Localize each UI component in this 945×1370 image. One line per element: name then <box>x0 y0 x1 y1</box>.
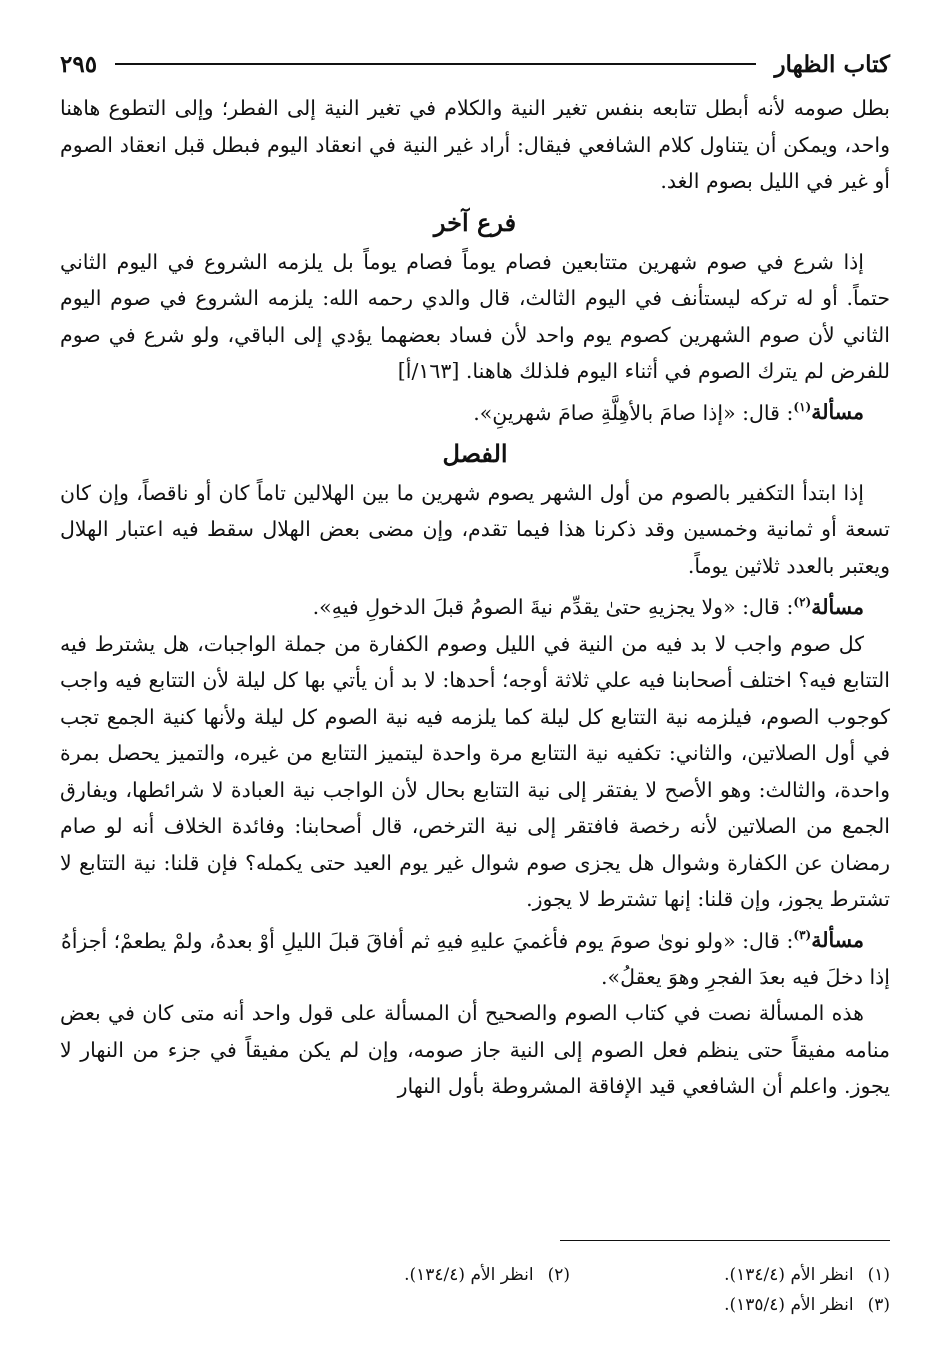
issue-label: مسألة$^{(١)}$ <box>793 400 864 425</box>
section-heading-fasl: الفصل <box>442 438 508 468</box>
footnote-number: (٢) <box>547 1265 570 1285</box>
footnote-rule <box>560 1240 890 1241</box>
issue-1 <box>60 390 890 431</box>
footnote-text: انظر الأم (١٣٥/٤). <box>724 1295 854 1315</box>
paragraph-1: بطل صومه لأنه أبطل تتابعه بنفس تغير النية والكلام في تغير النية إلى الفطر؛ وإلى التطوع هاهنا واحد، ويمكن أن يتناول كلام الشافعي فيقال: أراد غير النية في انعقاد اليوم فبطل قبل انعقاد الصوم أو غير في الليل بصوم الغد. <box>60 96 890 193</box>
footnote-number: (٣) <box>867 1295 890 1315</box>
issue-label: مسألة$^{(٣)}$ <box>793 928 864 953</box>
footnote-ref-2: (٢) <box>793 595 812 610</box>
footnote-1 <box>570 1260 890 1290</box>
footnote-3 <box>570 1290 890 1320</box>
paragraph-4: كل صوم واجب لا بد فيه من النية في الليل وصوم الكفارة من جملة الواجبات، هل يشترط فيه التتابع فيه؟ اختلف أصحابنا فيه علي ثلاثة أوجه؛ أحدها: لا بد أن يأتي بها كل ليلة لأن التتابع فيه واجب كوجوب الصوم، فيلزمه نية التتابع كل ليلة كما يلزمه فيه نية الصوم كل ليلة ولأنها كنية الجمع تجب في أول الصلاتين، والثاني: تكفيه نية التتابع مرة واحدة ليتميز التتابع من غيره، والتميز يحصل بمرة واحدة، والثالث: وهو الأصح لا يفتقر إلى نية التتابع بحال لأن الواجب نية العبادة لا شرائطها، ويفارق الجمع من الصلاتين لأنه رخصة فافتقر إلى نية الترخص، قال أصحابنا: وفائدة الخلاف أنه لو صام رمضان عن الكفارة وشوال هل يجزى صوم شوال غير يوم العيد حتى يكمله؟ فإن قلنا: نية التتابع لا تشترط يجوز، وإن قلنا: إنها تشترط لا يجوز. <box>60 631 890 912</box>
issue-text: : قال: «ولا يجزيهِ حتىٰ يقدِّم نيةَ الصومُ قبلَ الدخولِ فيهِ». <box>312 595 794 620</box>
page-header <box>60 44 890 84</box>
issue-label: مسألة$^{(٢)}$ <box>793 595 864 620</box>
section-heading-far-akhar: فرع آخر <box>433 207 517 237</box>
issue-text: : قال: «ولو نوىٰ صومَ يوم فأغميَ عليهِ فيهِ ثم أفاقَ قبلَ الليلِ أوْ بعدهُ، ولمْ يطعمْ؛ أجزأهُ إذا دخلَ فيه بعدَ الفجرِ وهوَ يعقلُ». <box>60 928 890 989</box>
paragraph-3: إذا ابتدأ التكفير بالصوم من أول الشهر يصوم شهرين ما بين الهلالين تاماً كان أو ناقصاً، وإن كان تسعة أو ثمانية وخمسين وقد ذكرنا هذا فيما تقدم، وإن مضى بعض الهلال سقط فيه اعتبار الهلال ويعتبر بالعدد ثلاثين يوماً. <box>60 480 890 578</box>
footnote-text: انظر الأم (١٣٤/٤). <box>404 1265 534 1285</box>
paragraph-2: إذا شرع في صوم شهرين متتابعين فصام يوماً فصام يوماً بل يلزمه الشروع في اليوم الثاني حتماً. أو له تركه ليستأنف في اليوم الثالث، قال والدي رحمه الله: يلزمه الشروع في صوم اليوم الثاني لأن صوم الشهرين كصوم يوم واحد لأن فساد بعضهما يؤدي إلى الباقي، ولو شرع في صوم للفرض لم يترك الصوم في أثناء اليوم فلذلك هاهنا. [١٦٣/أ] <box>60 249 890 383</box>
body-text <box>60 90 890 1105</box>
paragraph-5: هذه المسألة نصت في كتاب الصوم والصحيح أن المسألة على قول واحد أنه متى كان في بعض منامه مفيقاً حتى ينظم فعل الصوم إلى النية جاز صومه، وإن لم يكن مفيقاً في جزء من النهار لا يجوز. واعلم أن الشافعي قيد الإفاقة المشروطة بأول النهار <box>60 1001 890 1099</box>
issue-2 <box>60 584 890 625</box>
footnote-number: (١) <box>867 1265 890 1285</box>
running-title: كتاب الظهار <box>774 50 890 78</box>
footnote-text: انظر الأم (١٣٤/٤). <box>724 1265 854 1285</box>
issue-3 <box>60 918 890 996</box>
issue-text: : قال: «إذا صامَ بالأهِلَّةِ صامَ شهرينِ». <box>473 400 794 425</box>
header-rule <box>115 63 756 65</box>
page-number: ٢٩٥ <box>60 50 98 78</box>
footnote-2 <box>250 1260 570 1290</box>
footnote-ref-3: (٣) <box>793 928 812 943</box>
footnote-row <box>60 1260 890 1290</box>
footnote-row <box>60 1290 890 1320</box>
footnote-ref-1: (١) <box>793 400 812 415</box>
footnotes <box>60 1260 890 1320</box>
